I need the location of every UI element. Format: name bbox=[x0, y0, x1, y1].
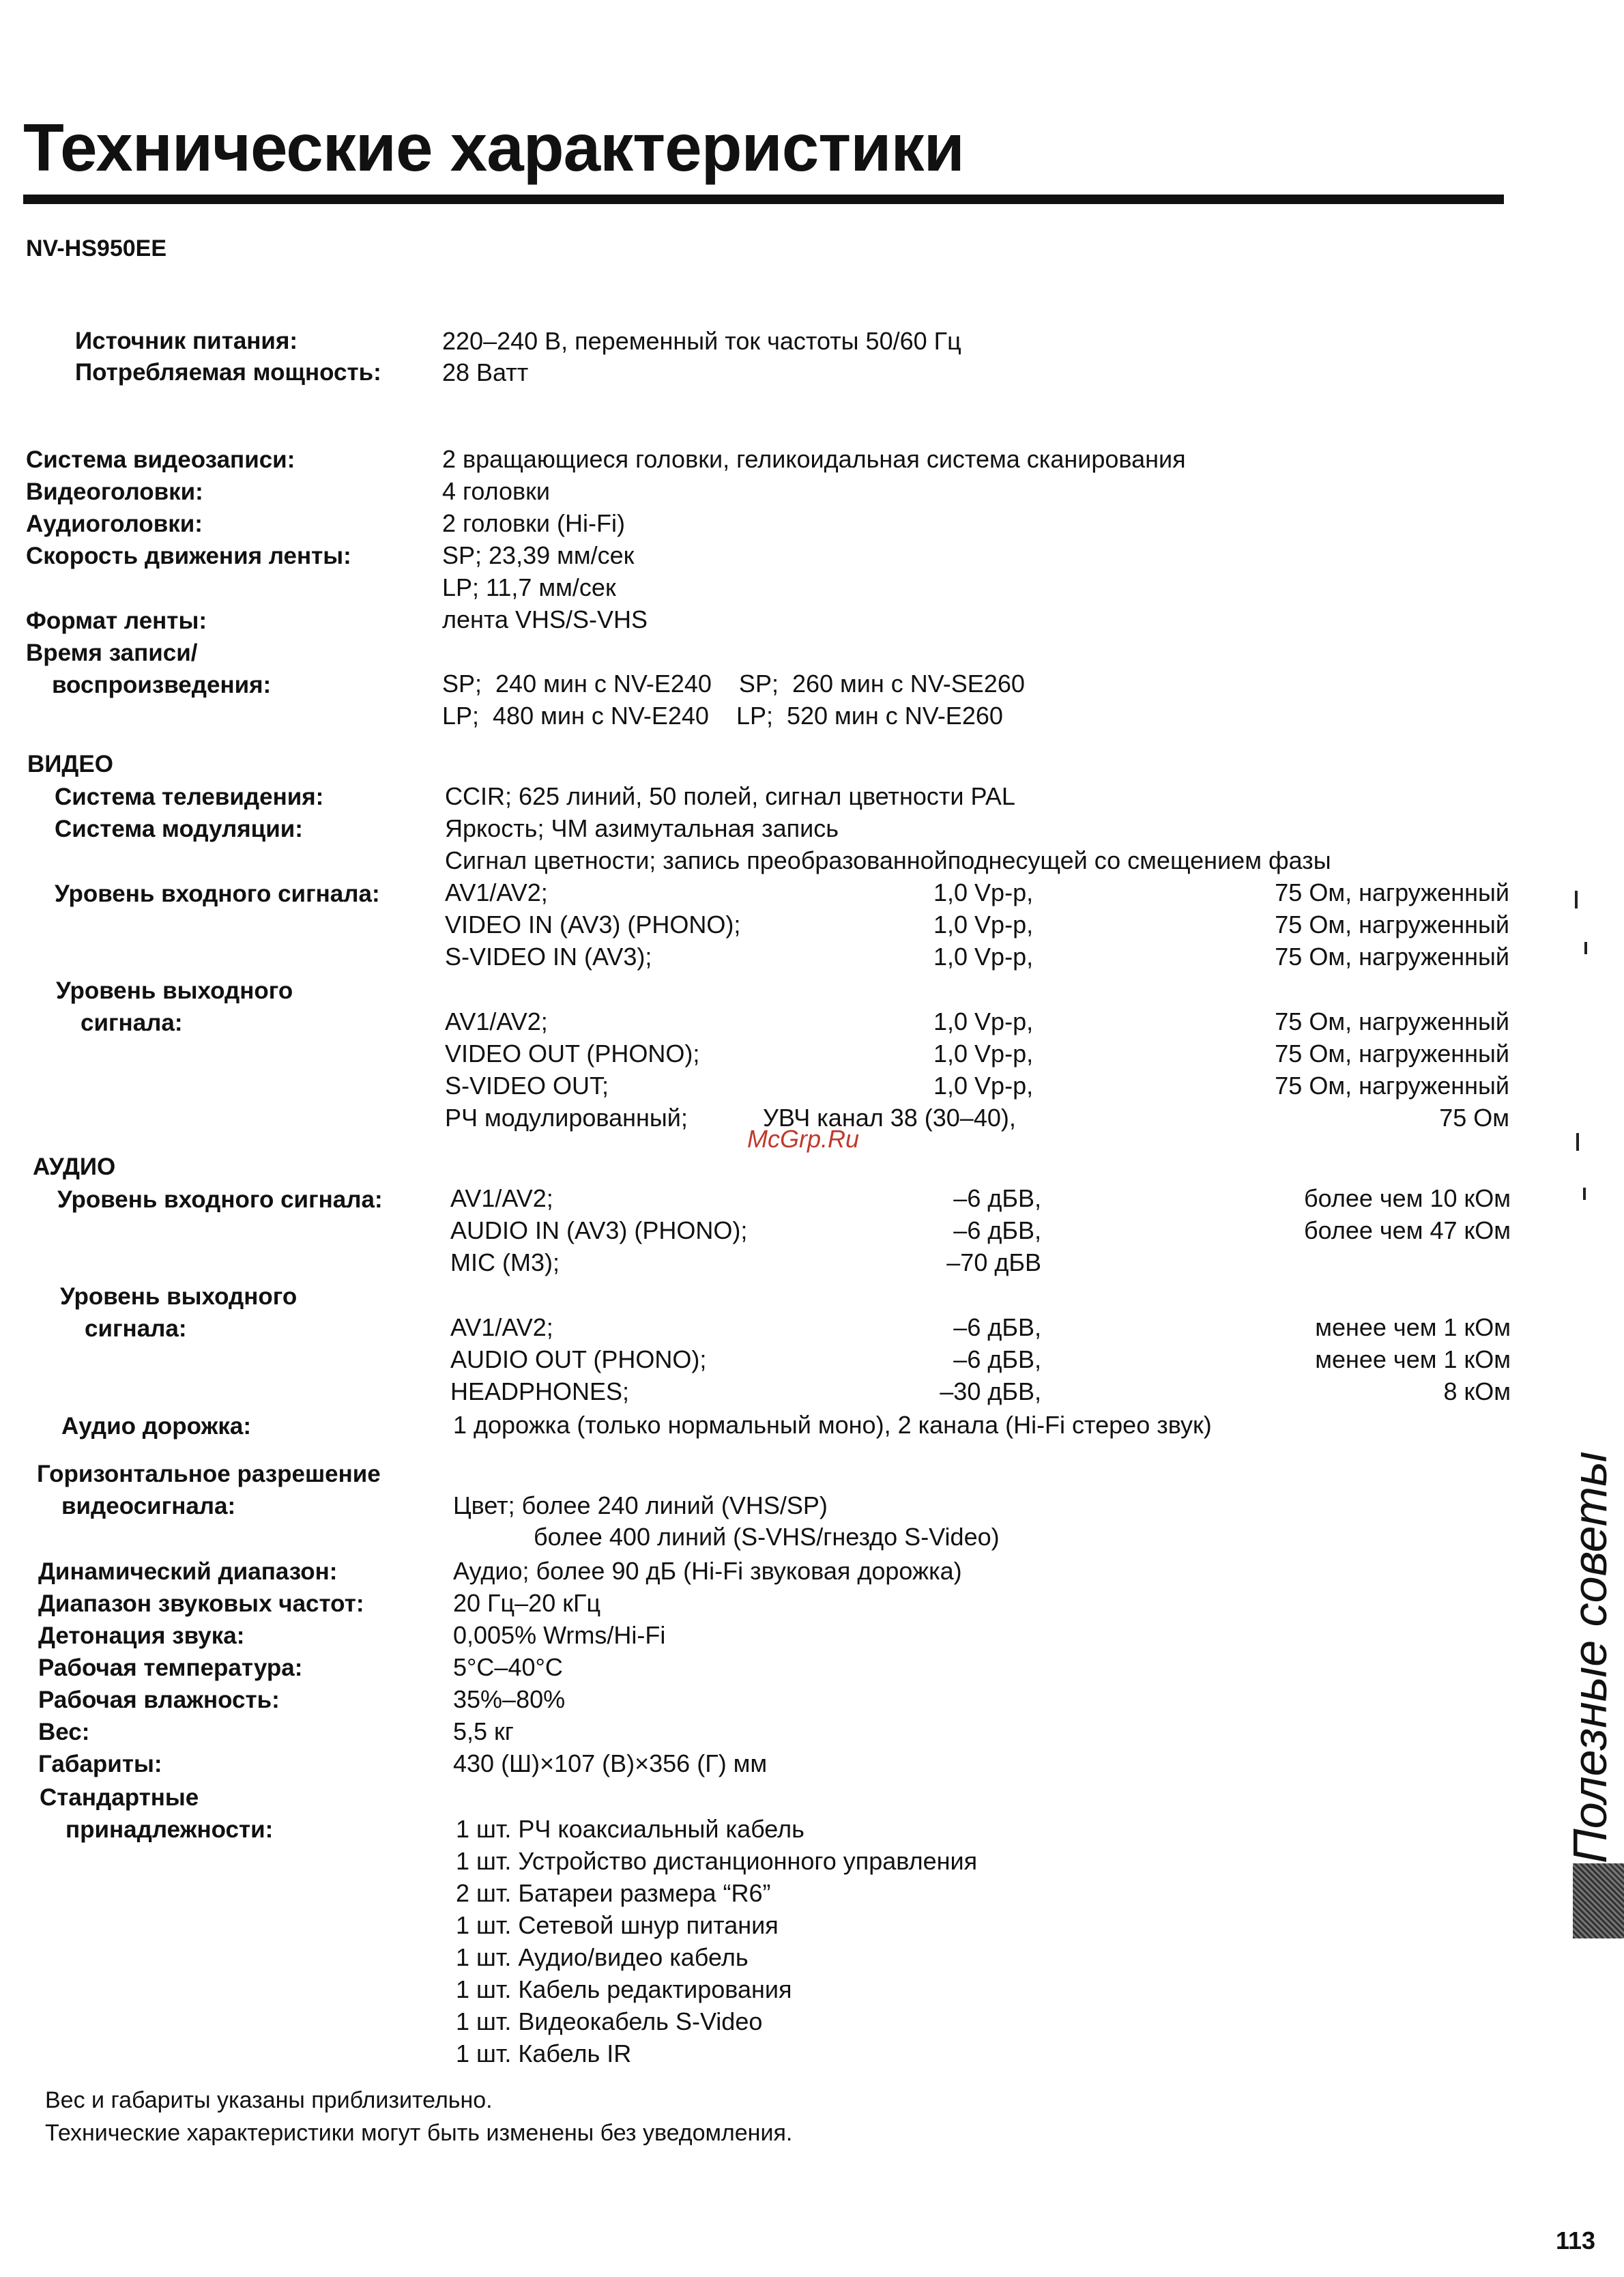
margin-mark bbox=[1584, 942, 1587, 954]
spec-value: лента VHS/S-VHS bbox=[442, 605, 648, 633]
spec-value: 2 головки (Hi-Fi) bbox=[442, 509, 625, 537]
spec-value: 5°C–40°C bbox=[453, 1653, 563, 1681]
signal-level: 1,0 Vp-p, bbox=[933, 878, 1034, 906]
list-item: 1 шт. Аудио/видео кабель bbox=[456, 1943, 749, 1971]
signal-load: 75 Ом, нагруженный bbox=[1275, 943, 1509, 971]
list-item: 1 шт. Сетевой шнур питания bbox=[456, 1911, 779, 1939]
signal-load: 75 Ом, нагруженный bbox=[1275, 1040, 1509, 1068]
signal-load: более чем 10 кОм bbox=[1304, 1184, 1511, 1212]
list-item: 1 шт. Видеокабель S-Video bbox=[456, 2007, 763, 2035]
page-number: 113 bbox=[1556, 2226, 1596, 2254]
spec-value: Цвет; более 240 линий (VHS/SP) bbox=[453, 1491, 828, 1519]
signal-level: –30 дБВ, bbox=[940, 1377, 1041, 1405]
signal-load: 75 Ом, нагруженный bbox=[1275, 1072, 1509, 1100]
signal-name: AUDIO IN (AV3) (PHONO); bbox=[450, 1216, 748, 1244]
sidebar-marker-icon bbox=[1573, 1863, 1624, 1938]
spec-label: воспроизведения: bbox=[52, 672, 272, 698]
sidebar-label: Полезные советы bbox=[1563, 1451, 1616, 1863]
signal-level: 1,0 Vp-p, bbox=[933, 911, 1034, 939]
model-name: NV-HS950EE bbox=[26, 235, 166, 261]
spec-value: LP; 11,7 мм/сек bbox=[442, 573, 616, 601]
spec-label: Источник питания: bbox=[75, 328, 298, 354]
spec-label: сигнала: bbox=[85, 1315, 187, 1342]
spec-value: 35%–80% bbox=[453, 1685, 566, 1713]
signal-name: VIDEO IN (AV3) (PHONO); bbox=[445, 911, 741, 939]
spec-label: Скорость движения ленты: bbox=[26, 543, 351, 569]
page-title: Технические характеристики bbox=[23, 110, 964, 185]
spec-value: Аудио; более 90 дБ (Hi-Fi звуковая дорожка) bbox=[453, 1557, 962, 1585]
spec-label: Аудиоголовки: bbox=[26, 511, 203, 537]
signal-load: 8 кОм bbox=[1443, 1377, 1511, 1405]
signal-name: VIDEO OUT (PHONO); bbox=[445, 1040, 700, 1068]
signal-level: –6 дБВ, bbox=[953, 1313, 1041, 1341]
spec-label: Система телевидения: bbox=[55, 784, 324, 810]
spec-value: 2 вращающиеся головки, геликоидальная система сканирования bbox=[442, 445, 1186, 473]
signal-level: –6 дБВ, bbox=[953, 1216, 1041, 1244]
signal-name: AV1/AV2; bbox=[450, 1184, 553, 1212]
signal-level: –6 дБВ, bbox=[953, 1345, 1041, 1373]
spec-label: Габариты: bbox=[38, 1751, 162, 1777]
spec-label: видеосигнала: bbox=[61, 1493, 236, 1519]
spec-value: 28 Ватт bbox=[442, 358, 529, 386]
section-heading: ВИДЕО bbox=[27, 751, 113, 777]
spec-value: 1 дорожка (только нормальный моно), 2 канала (Hi-Fi стерео звук) bbox=[453, 1411, 1212, 1439]
signal-name: РЧ модулированный; bbox=[445, 1104, 688, 1132]
spec-value: Яркость; ЧМ азимутальная запись bbox=[445, 814, 839, 842]
signal-level: 1,0 Vp-p, bbox=[933, 1040, 1034, 1068]
list-item: 2 шт. Батареи размера “R6” bbox=[456, 1879, 771, 1907]
signal-level: –6 дБВ, bbox=[953, 1184, 1041, 1212]
margin-mark bbox=[1576, 1133, 1579, 1151]
list-item: 1 шт. РЧ коаксиальный кабель bbox=[456, 1815, 804, 1843]
spec-value: 20 Гц–20 кГц bbox=[453, 1589, 601, 1617]
signal-level: 1,0 Vp-p, bbox=[933, 1072, 1034, 1100]
spec-label: Уровень выходного bbox=[56, 977, 293, 1004]
spec-label: Система видеозаписи: bbox=[26, 446, 295, 473]
signal-load: менее чем 1 кОм bbox=[1315, 1313, 1511, 1341]
spec-label: Горизонтальное разрешение bbox=[37, 1461, 381, 1487]
signal-name: MIC (M3); bbox=[450, 1248, 560, 1276]
signal-load: 75 Ом, нагруженный bbox=[1275, 1007, 1509, 1035]
spec-label: Диапазон звуковых частот: bbox=[38, 1590, 364, 1617]
signal-name: S-VIDEO IN (AV3); bbox=[445, 943, 652, 971]
title-rule bbox=[23, 195, 1504, 204]
signal-name: HEADPHONES; bbox=[450, 1377, 630, 1405]
spec-label: Время записи/ bbox=[26, 640, 198, 666]
margin-mark bbox=[1575, 891, 1578, 908]
spec-label: Уровень входного сигнала: bbox=[57, 1186, 383, 1213]
spec-label: Видеоголовки: bbox=[26, 478, 203, 505]
signal-load: 75 Ом, нагруженный bbox=[1275, 878, 1509, 906]
signal-name: AV1/AV2; bbox=[450, 1313, 553, 1341]
spec-value: 4 головки bbox=[442, 477, 551, 505]
list-item: 1 шт. Устройство дистанционного управления bbox=[456, 1847, 978, 1875]
spec-label: Аудио дорожка: bbox=[61, 1413, 252, 1440]
spec-label: Потребляемая мощность: bbox=[75, 359, 381, 386]
spec-label: Уровень выходного bbox=[60, 1283, 298, 1310]
spec-label: принадлежности: bbox=[66, 1816, 274, 1843]
spec-label: Вес: bbox=[38, 1719, 90, 1745]
signal-level: УВЧ канал 38 (30–40), bbox=[763, 1104, 1016, 1132]
signal-name: AUDIO OUT (PHONO); bbox=[450, 1345, 707, 1373]
spec-label: Рабочая температура: bbox=[38, 1655, 303, 1681]
spec-value: 220–240 В, переменный ток частоты 50/60 Гц bbox=[442, 327, 961, 355]
spec-label: сигнала: bbox=[81, 1009, 183, 1036]
signal-load: более чем 47 кОм bbox=[1304, 1216, 1511, 1244]
spec-label: Формат ленты: bbox=[26, 607, 207, 634]
margin-mark bbox=[1583, 1188, 1586, 1200]
spec-value: CCIR; 625 линий, 50 полей, сигнал цветности PAL bbox=[445, 782, 1015, 810]
spec-value: 5,5 кг bbox=[453, 1717, 514, 1745]
footer-note: Технические характеристики могут быть изменены без уведомления. bbox=[45, 2120, 793, 2146]
signal-level: –70 дБВ bbox=[946, 1248, 1041, 1276]
section-heading: АУДИО bbox=[33, 1154, 116, 1180]
spec-value: LP; 480 мин с NV-E240 LP; 520 мин с NV-E260 bbox=[442, 702, 1003, 730]
signal-load: 75 Ом bbox=[1439, 1104, 1509, 1132]
spec-label: Рабочая влажность: bbox=[38, 1687, 280, 1713]
spec-label: Уровень входного сигнала: bbox=[55, 880, 380, 907]
signal-name: AV1/AV2; bbox=[445, 1007, 548, 1035]
list-item: 1 шт. Кабель редактирования bbox=[456, 1975, 792, 2003]
signal-name: AV1/AV2; bbox=[445, 878, 548, 906]
signal-name: S-VIDEO OUT; bbox=[445, 1072, 609, 1100]
spec-label: Стандартные bbox=[40, 1784, 199, 1811]
spec-label: Детонация звука: bbox=[38, 1622, 245, 1649]
spec-value: 0,005% Wrms/Hi-Fi bbox=[453, 1621, 666, 1649]
signal-load: менее чем 1 кОм bbox=[1315, 1345, 1511, 1373]
spec-value: SP; 240 мин с NV-E240 SP; 260 мин с NV-SE260 bbox=[442, 670, 1025, 698]
spec-label: Динамический диапазон: bbox=[38, 1558, 338, 1585]
signal-load: 75 Ом, нагруженный bbox=[1275, 911, 1509, 939]
list-item: 1 шт. Кабель IR bbox=[456, 2039, 632, 2067]
spec-value: Сигнал цветности; запись преобразованнойподнесущей со смещением фазы bbox=[445, 846, 1331, 874]
spec-value: более 400 линий (S-VHS/гнездо S-Video) bbox=[534, 1523, 1000, 1551]
spec-label: Система модуляции: bbox=[55, 816, 303, 842]
footer-note: Вес и габариты указаны приблизительно. bbox=[45, 2087, 493, 2113]
watermark: McGrp.Ru bbox=[747, 1125, 860, 1153]
spec-value: SP; 23,39 мм/сек bbox=[442, 541, 635, 569]
signal-level: 1,0 Vp-p, bbox=[933, 943, 1034, 971]
signal-level: 1,0 Vp-p, bbox=[933, 1007, 1034, 1035]
spec-value: 430 (Ш)×107 (В)×356 (Г) мм bbox=[453, 1749, 768, 1777]
